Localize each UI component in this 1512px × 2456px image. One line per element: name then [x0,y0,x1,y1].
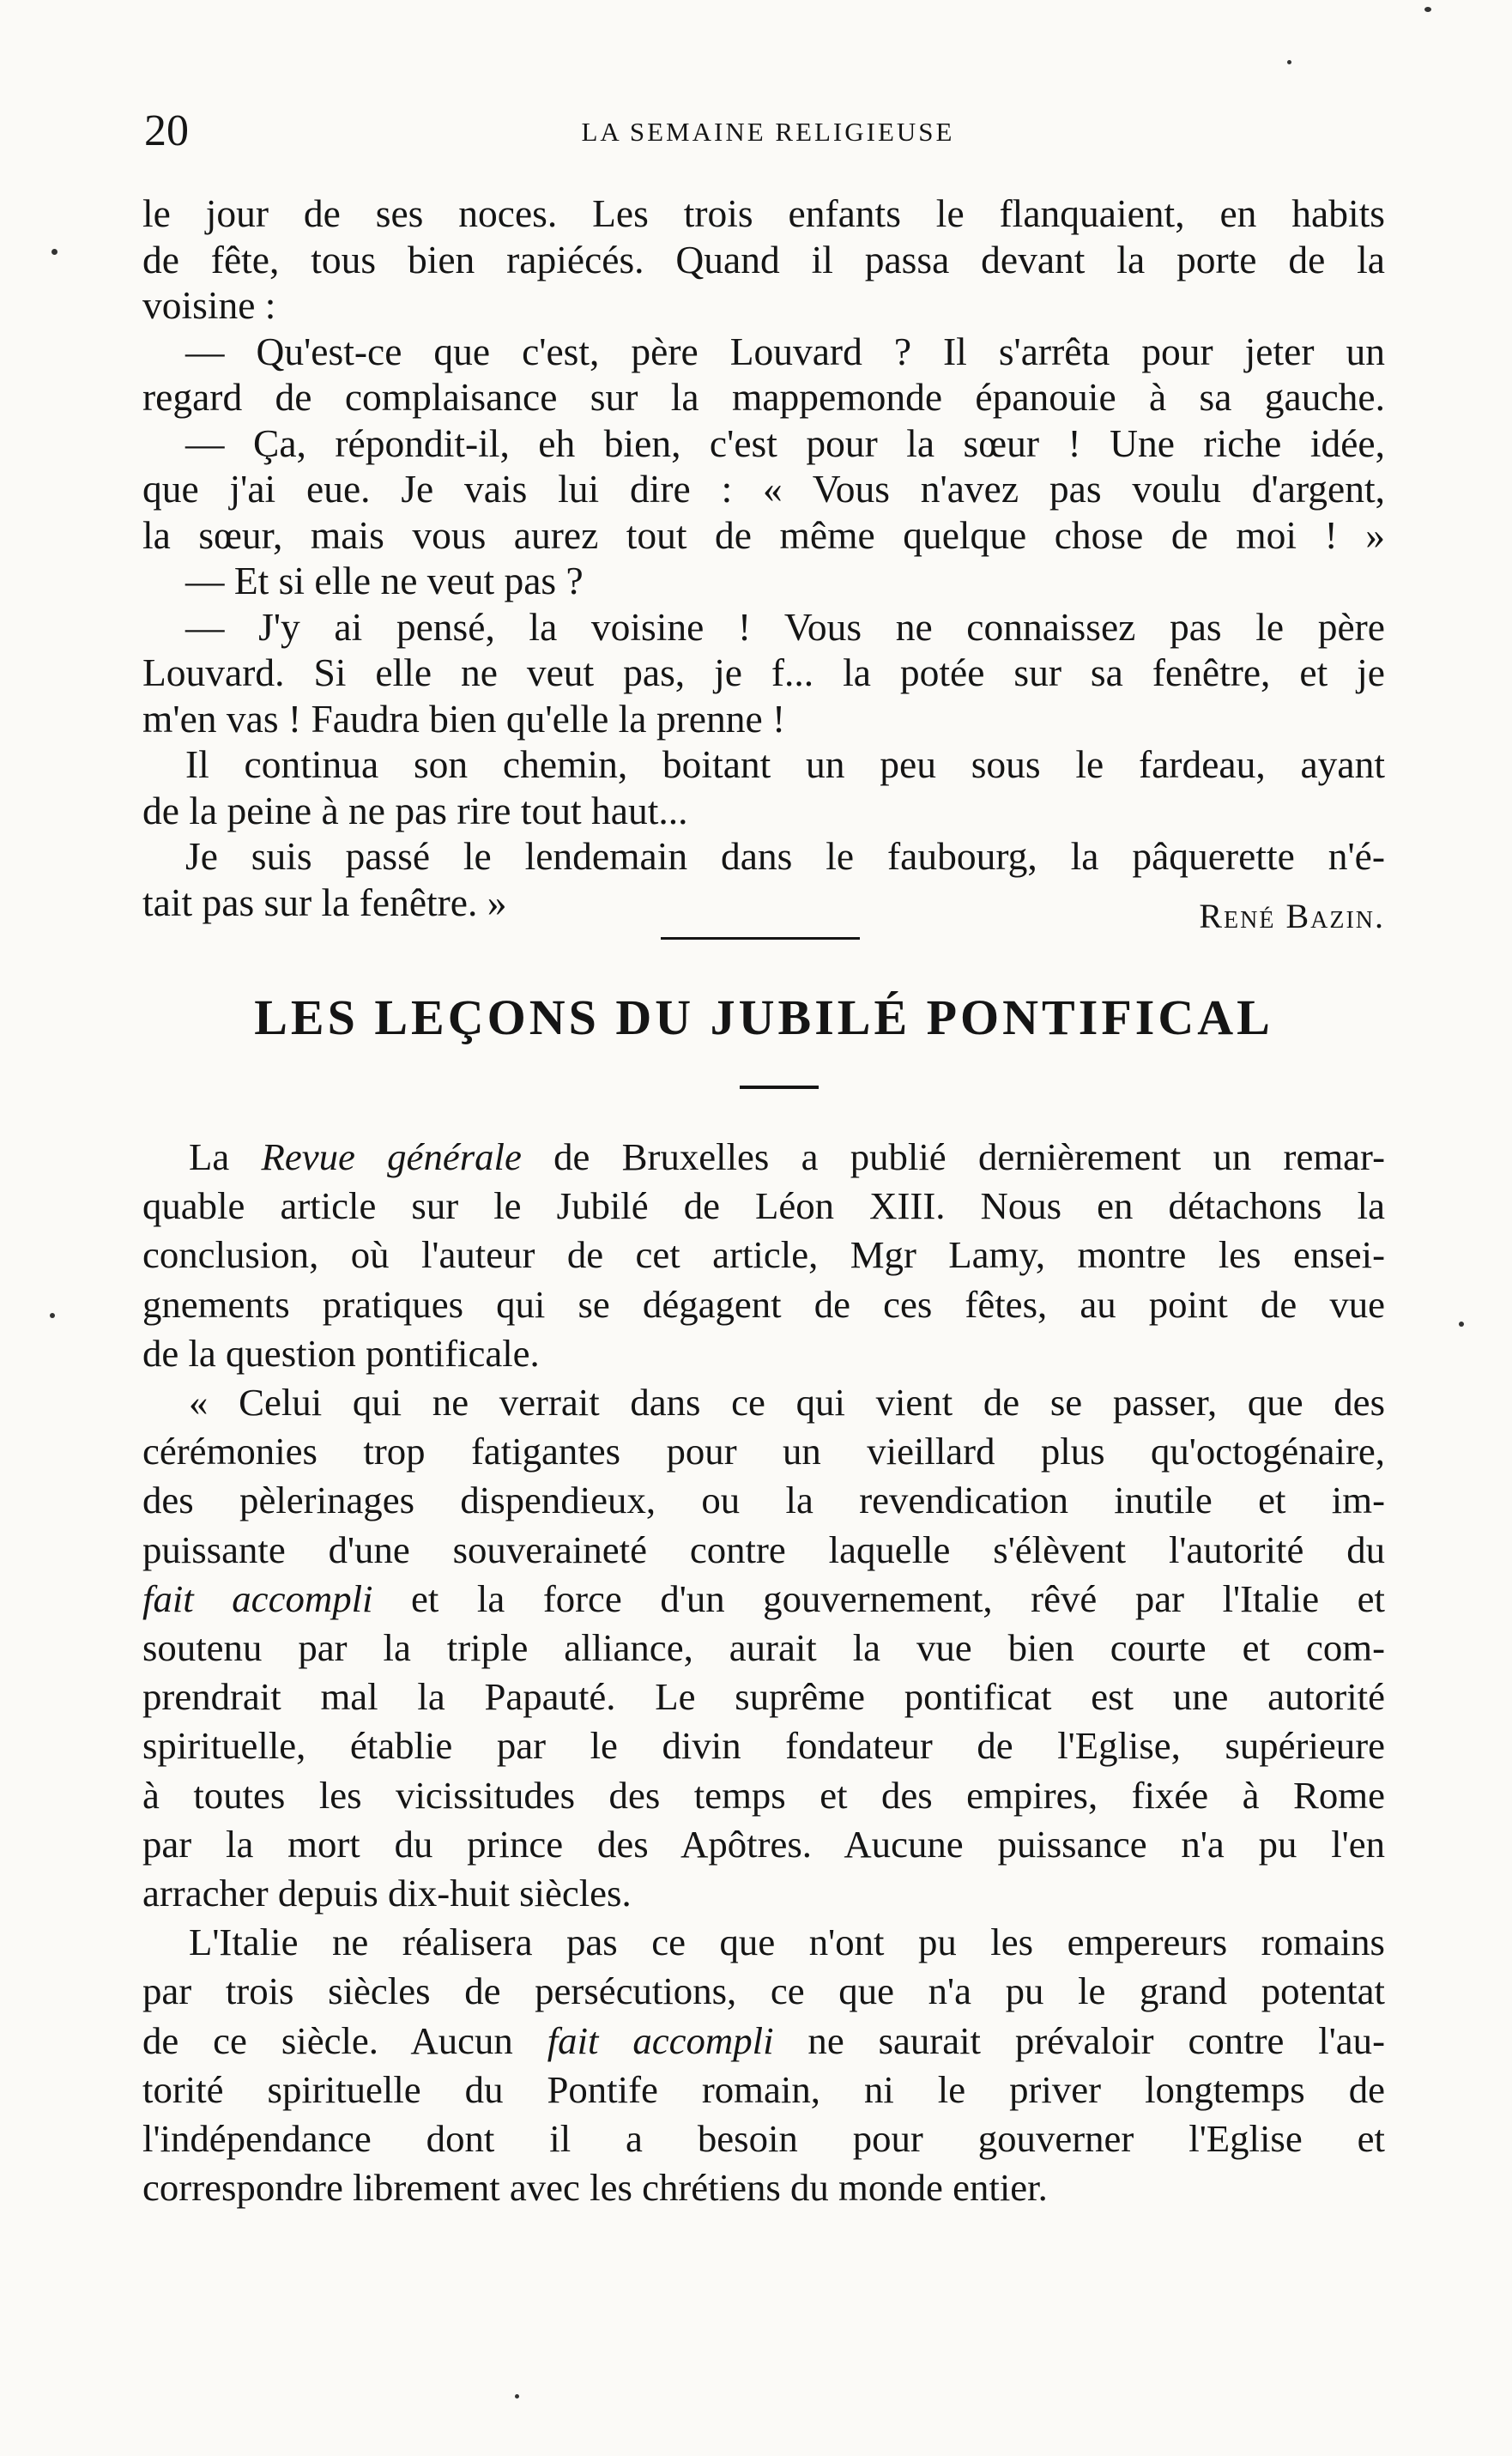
text-span: de Bruxelles a publié dernièrement un remar- [521,1135,1385,1178]
article-body [142,1133,1385,2212]
text-line: des pèlerinages dispendieux, ou la revendication inutile et im- [142,1479,1385,1522]
text-line: l'indépendance dont il a besoin pour gouverner l'Eglise et [142,2117,1385,2161]
text-line: Louvard. Si elle ne veut pas, je f... la potée sur sa fenêtre, et je [142,650,1385,694]
title-rule [740,1086,819,1089]
text-line: gnements pratiques qui se dégagent de ces fêtes, au point de vue [142,1282,1385,1326]
text-line: de fête, tous bien rapiécés. Quand il passa devant la porte de la [142,237,1385,281]
text-line: Je suis passé le lendemain dans le faubourg, la pâquerette n'é- [185,834,1385,878]
text-line [142,1575,1385,1624]
text-line: la sœur, mais vous aurez tout de même quelque chose de moi ! » [142,512,1385,557]
text-span: ne saurait prévaloir contre l'au- [773,2018,1385,2062]
text-span: La [189,1135,262,1178]
text-line: — Et si elle ne veut pas ? [185,559,584,602]
text-line [142,1133,1385,1182]
scan-speck [515,2394,519,2399]
scan-speck [1287,60,1291,64]
author-signature: René Bazin. [1199,897,1385,935]
text-line: L'Italie ne réalisera pas ce que n'ont pu les empereurs romains [189,1921,1385,1964]
separator-rule [661,937,860,940]
text-line: de la question pontificale. [142,1331,540,1375]
text-line: prendrait mal la Papauté. Le suprême pontificat est une autorité [142,1675,1385,1719]
text-line: regard de complaisance sur la mappemonde épanouie à sa gauche. [142,375,1385,419]
text-line: voisine : [142,283,276,327]
scan-speck [1424,7,1431,12]
text-line: torité spirituelle du Pontife romain, ni le priver longtemps de [142,2067,1385,2111]
text-line: m'en vas ! Faudra bien qu'elle la prenne ! [142,696,786,741]
text-span: et la force d'un gouvernement, rêvé par l'Italie et [372,1576,1385,1620]
text-line: — J'y ai pensé, la voisine ! Vous ne connaissez pas le père [185,604,1385,649]
text-line: Il continua son chemin, boitant un peu sous le fardeau, ayant [185,742,1385,786]
section-title: LES LEÇONS DU JUBILÉ PONTIFICAL [254,989,1273,1045]
text-line: correspondre librement avec les chrétiens du monde entier. [142,2166,1048,2210]
emphasis-text: fait accompli [547,2018,774,2062]
page-header [137,101,1399,161]
text-line: arracher depuis dix-huit siècles. [142,1872,632,1915]
text-line: puissante d'une souveraineté contre laquelle s'élèvent l'autorité du [142,1527,1385,1571]
text-line: conclusion, où l'auteur de cet article, Mgr Lamy, montre les ensei- [142,1233,1385,1277]
text-line [142,2017,1385,2066]
text-line: spirituelle, établie par le divin fondateur de l'Eglise, supérieure [142,1724,1385,1768]
running-title: LA SEMAINE RELIGIEUSE [581,117,955,147]
page-number: 20 [144,106,189,155]
text-line: quable article sur le Jubilé de Léon XIII. Nous en détachons la [142,1184,1385,1228]
scan-speck [50,1313,55,1318]
text-line: cérémonies trop fatigantes pour un vieillard plus qu'octogénaire, [142,1430,1385,1473]
text-line: par la mort du prince des Apôtres. Aucune puissance n'a pu l'en [142,1822,1385,1866]
scan-speck [51,249,57,255]
text-line: — Ça, répondit-il, eh bien, c'est pour la sœur ! Une riche idée, [185,420,1385,465]
text-line: tait pas sur la fenêtre. » [142,880,507,924]
text-line: de la peine à ne pas rire tout haut... [142,788,688,832]
scan-speck [1459,1322,1464,1327]
text-line: soutenu par la triple alliance, aurait la vue bien courte et com- [142,1626,1385,1670]
text-span: de ce siècle. Aucun [142,2018,547,2062]
story-continuation [142,191,1385,925]
text-line: par trois siècles de persécutions, ce que n'a pu le grand potentat [142,1969,1385,2013]
text-line: que j'ai eue. Je vais lui dire : « Vous n'avez pas voulu d'argent, [142,467,1385,511]
text-line: — Qu'est-ce que c'est, père Louvard ? Il s'arrêta pour jeter un [185,329,1385,373]
text-line: à toutes les vicissitudes des temps et des empires, fixée à Rome [142,1773,1385,1817]
journal-title: Revue générale [261,1135,522,1178]
text-line: le jour de ses noces. Les trois enfants le flanquaient, en habits [142,191,1385,235]
emphasis-text: fait accompli [142,1576,373,1620]
text-line: « Celui qui ne verrait dans ce qui vient de se passer, que des [189,1381,1385,1425]
